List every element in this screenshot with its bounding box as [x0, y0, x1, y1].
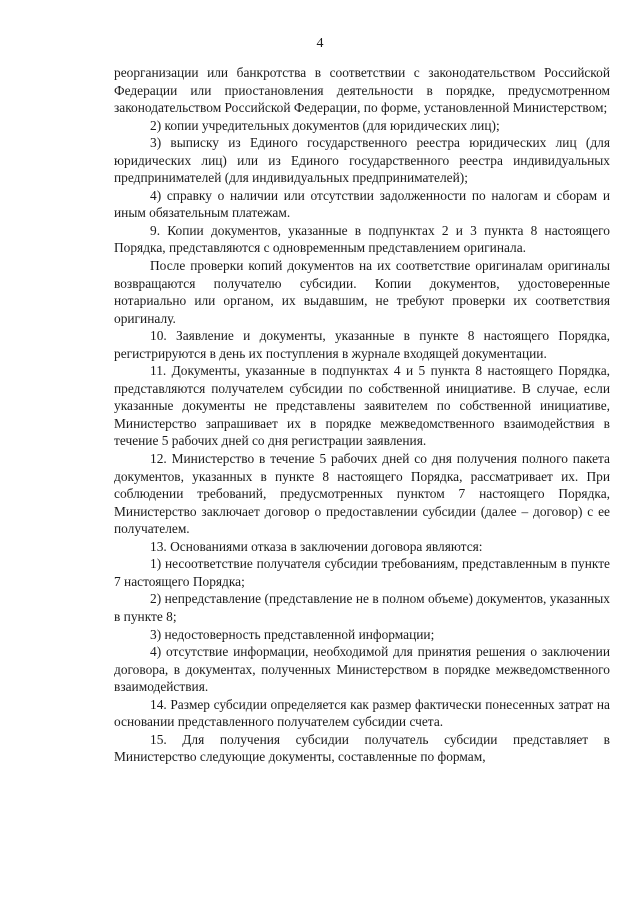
paragraph: 14. Размер субсидии определяется как размер фактически понесенных затрат на основании представленного получателем субсидии счета. [114, 696, 610, 730]
page-number: 4 [316, 36, 324, 51]
paragraph: 13. Основаниями отказа в заключении договора являются: [150, 538, 483, 554]
paragraph: реорганизации или банкротства в соответствии с законодательством Российской Федерации или приостановления деятельности в порядке, предусмотренном законодательством Российской Федерации, по форме, установленной Министерством; [114, 65, 610, 116]
paragraph: 1) несоответствие получателя субсидии требованиям, представленным в пункте 7 настоящего Порядка; [114, 556, 610, 589]
paragraph: 11. Документы, указанные в подпунктах 4 и 5 пункта 8 настоящего Порядка, представляются получателем субсидии по собственной инициативе. В случае, если указанные документы не представлены заявителем по собственной инициативе, Министерство запрашивает их в порядке межведомственного взаимодействия в течение 5 рабочих дней со дня регистрации заявления. [114, 363, 610, 449]
paragraph: 2) копии учредительных документов (для юридических лиц); [150, 117, 500, 133]
paragraph: 12. Министерство в течение 5 рабочих дней со дня получения полного пакета документов, указанных в пункте 8 настоящего Порядка, рассматривает их. При соблюдении требований, предусмотренных пунктом 7 настоящего Порядка, Министерство заключает договор о предоставлении субсидии (далее – договор) с ее получателем. [114, 451, 610, 537]
body-text [114, 64, 610, 766]
paragraph: 9. Копии документов, указанные в подпунктах 2 и 3 пункта 8 настоящего Порядка, представляются с одновременным представлением оригинала. [114, 222, 610, 256]
paragraph: 15. Для получения субсидии получатель субсидии представляет в Министерство следующие документы, составленные по формам, [114, 731, 610, 765]
paragraph: После проверки копий документов на их соответствие оригиналам оригиналы возвращаются получателю субсидии. Копии документов, удостоверенные нотариально или органом, их выдавшим, не требуют проверки их соответствия оригиналу. [114, 258, 610, 326]
paragraph: 2) непредставление (представление не в полном объеме) документов, указанных в пункте 8; [114, 591, 610, 624]
paragraph: 4) справку о наличии или отсутствии задолженности по налогам и сборам и иным обязательным платежам. [114, 187, 610, 221]
paragraph: 10. Заявление и документы, указанные в пункте 8 настоящего Порядка, регистрируются в день их поступления в журнале входящей документации. [114, 328, 610, 361]
paragraph: 3) недостоверность представленной информации; [150, 626, 435, 642]
paragraph: 4) отсутствие информации, необходимой для принятия решения о заключении договора, в документах, полученных Министерством в порядке межведомственного взаимодействия. [114, 644, 610, 695]
paragraph: 3) выписку из Единого государственного реестра юридических лиц (для юридических лиц) или из Единого государственного реестра индивидуальных предпринимателей (для индивидуальных предпринимателей); [114, 135, 610, 186]
